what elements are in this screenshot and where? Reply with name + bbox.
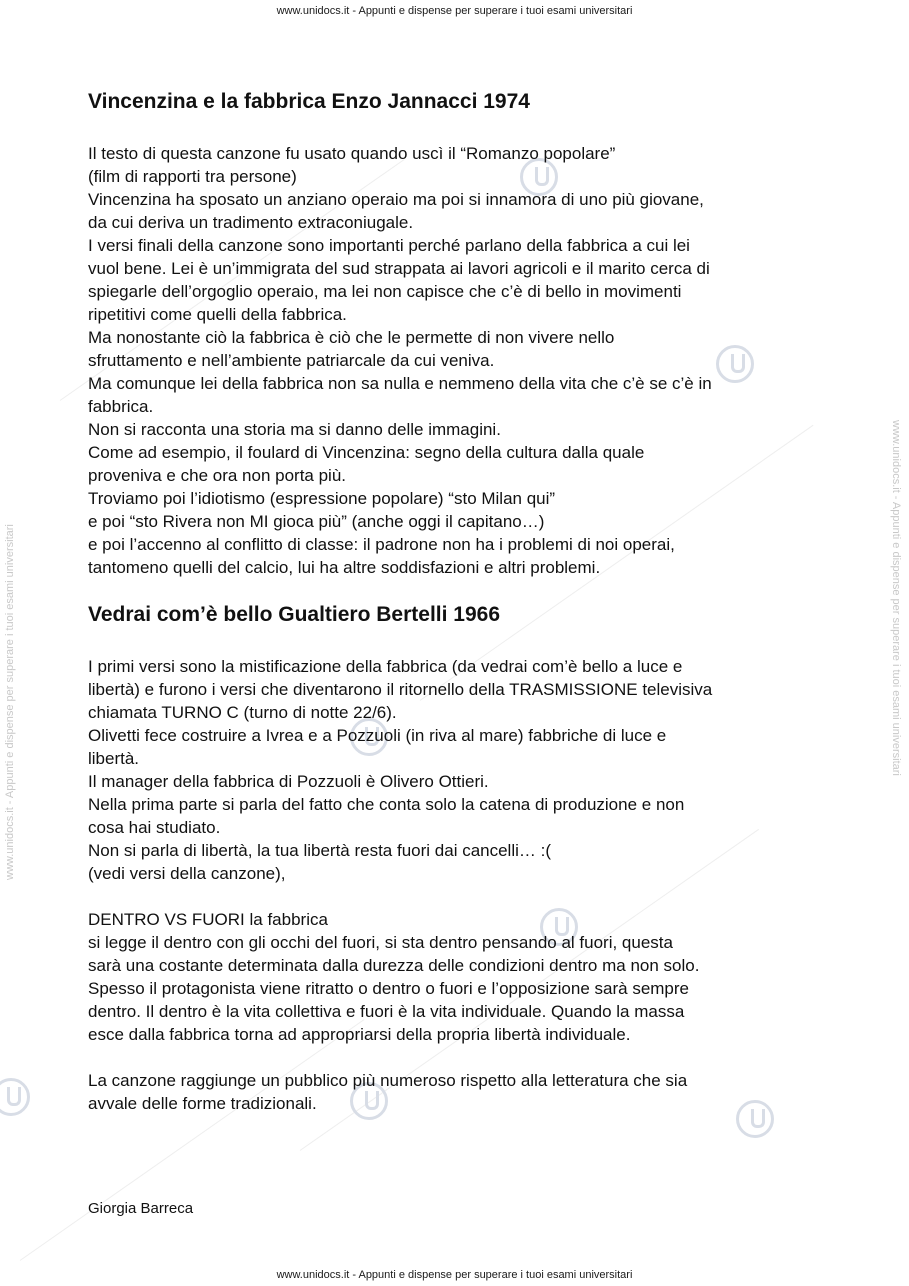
text-line: Ma comunque lei della fabbrica non sa nulla e nemmeno della vita che c’è se c’è in [88,374,712,393]
text-line: (film di rapporti tra persone) [88,167,297,186]
text-line: vuol bene. Lei è un’immigrata del sud strappata ai lavori agricoli e il marito cerca di [88,259,710,278]
text-line: e poi “sto Rivera non MI gioca più” (anche oggi il capitano…) [88,512,545,531]
text-line: I primi versi sono la mistificazione della fabbrica (da vedrai com’è bello a luce e [88,657,683,676]
section-vincenzina-text [88,142,848,579]
text-line: esce dalla fabbrica torna ad appropriarsi della propria libertà individuale. [88,1025,631,1044]
text-line: spiegarle dell’orgoglio operaio, ma lei non capisce che c’è di bello in movimenti [88,282,682,301]
text-line: Spesso il protagonista viene ritratto o dentro o fuori e l’opposizione sarà sempre [88,979,690,998]
section-dentro-fuori-text [88,931,848,1046]
text-line: libertà) e furono i versi che diventarono il ritornello della TRASMISSIONE televisiva [88,680,713,699]
text-line: Vincenzina ha sposato un anziano operaio ma poi si innamora di uno più giovane, [88,190,704,209]
unidocs-logo-icon [0,1078,30,1116]
author-name: Giorgia Barreca [88,1200,194,1217]
text-line: Ma nonostante ciò la fabbrica è ciò che le permette di non vivere nello [88,328,615,347]
section-title-vedrai: Vedrai com’è bello Gualtiero Bertelli 1966 [88,603,501,626]
text-line: chiamata TURNO C (turno di notte 22/6). [88,703,397,722]
text-line: Il manager della fabbrica di Pozzuoli è Olivero Ottieri. [88,772,489,791]
left-side-watermark: www.unidocs.it - Appunti e dispense per superare i tuoi esami universitari [4,524,16,880]
text-line: (vedi versi della canzone), [88,864,286,883]
text-line: I versi finali della canzone sono importanti perché parlano della fabbrica a cui lei [88,236,690,255]
text-line: Troviamo poi l’idiotismo (espressione popolare) “sto Milan qui” [88,489,556,508]
document-body [88,88,848,1115]
header-watermark: www.unidocs.it - Appunti e dispense per superare i tuoi esami universitari [276,5,633,17]
text-line: Non si parla di libertà, la tua libertà resta fuori dai cancelli… :( [88,841,551,860]
text-line: dentro. Il dentro è la vita collettiva e fuori è la vita individuale. Quando la massa [88,1002,685,1021]
subheading-dentro-fuori: DENTRO VS FUORI la fabbrica [88,910,328,929]
text-line: da cui deriva un tradimento extraconiugale. [88,213,414,232]
right-side-watermark: www.unidocs.it - Appunti e dispense per superare i tuoi esami universitari [890,420,902,776]
text-line: Nella prima parte si parla del fatto che conta solo la catena di produzione e non [88,795,685,814]
text-line: Il testo di questa canzone fu usato quando uscì il “Romanzo popolare” [88,144,616,163]
text-line: libertà. [88,749,140,768]
text-line: avvale delle forme tradizionali. [88,1094,317,1113]
text-line: tantomeno quelli del calcio, lui ha altre soddisfazioni e altri problemi. [88,558,601,577]
text-line: Non si racconta una storia ma si danno delle immagini. [88,420,501,439]
closing-paragraph [88,1069,848,1115]
text-line: si legge il dentro con gli occhi del fuori, si sta dentro pensando al fuori, questa [88,933,673,952]
text-line: e poi l’accenno al conflitto di classe: il padrone non ha i problemi di noi operai, [88,535,675,554]
text-line: Come ad esempio, il foulard di Vincenzina: segno della cultura dalla quale [88,443,645,462]
text-line: cosa hai studiato. [88,818,221,837]
section-title-vincenzina: Vincenzina e la fabbrica Enzo Jannacci 1974 [88,90,530,113]
text-line: proveniva e che ora non porta più. [88,466,347,485]
footer-watermark: www.unidocs.it - Appunti e dispense per superare i tuoi esami universitari [276,1269,633,1281]
text-line: La canzone raggiunge un pubblico più numeroso rispetto alla letteratura che sia [88,1071,688,1090]
text-line: ripetitivi come quelli della fabbrica. [88,305,347,324]
text-line: Olivetti fece costruire a Ivrea e a Pozzuoli (in riva al mare) fabbriche di luce e [88,726,667,745]
text-line: fabbrica. [88,397,154,416]
section-vedrai-text [88,655,848,885]
text-line: sfruttamento e nell’ambiente patriarcale da cui veniva. [88,351,495,370]
text-line: sarà una costante determinata dalla durezza delle condizioni dentro ma non solo. [88,956,700,975]
